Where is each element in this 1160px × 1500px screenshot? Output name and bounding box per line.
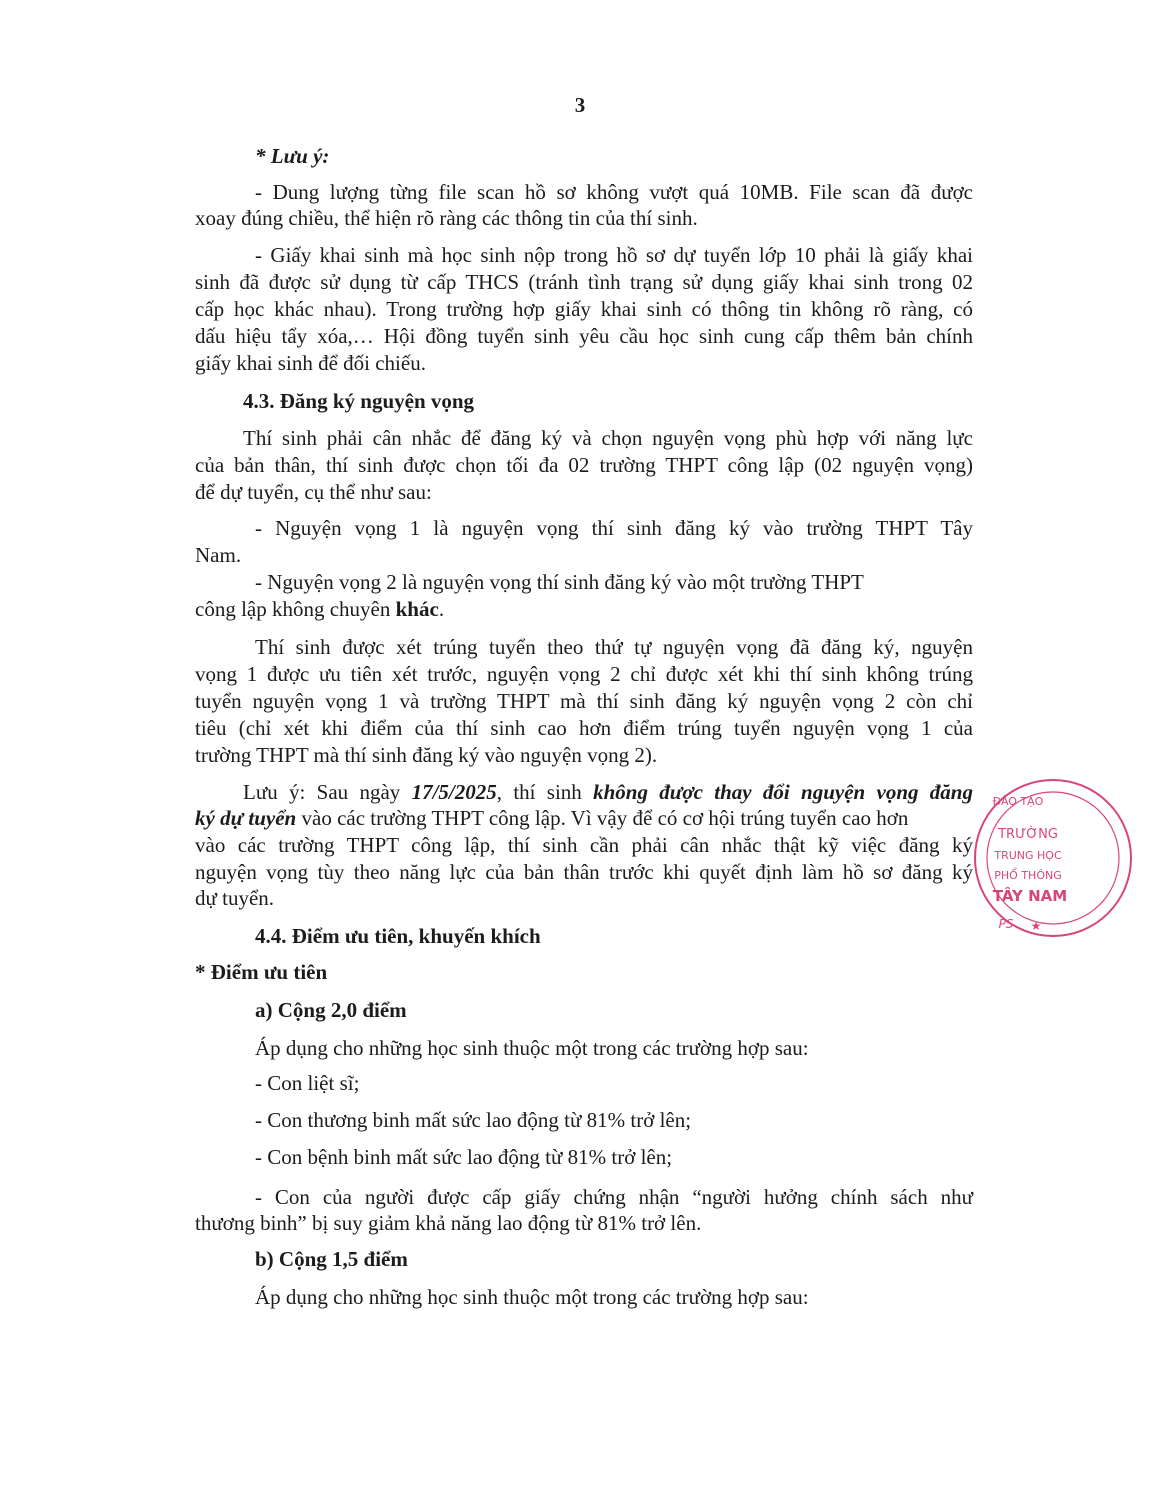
selection-line: tiêu (chỉ xét khi điểm của thí sinh cao hơn điểm trúng tuyển nguyện vọng 1 của — [195, 716, 973, 740]
note-p2-line: - Giấy khai sinh mà học sinh nộp trong hồ sơ dự tuyển lớp 10 phải là giấy khai — [255, 243, 973, 267]
sec43-line: của bản thân, thí sinh được chọn tối đa 02 trường THPT công lập (02 nguyện vọng) — [195, 453, 973, 477]
nv2-end: . — [438, 597, 445, 621]
selection-line: trường THPT mà thí sinh đăng ký vào nguyện vọng 2). — [195, 743, 658, 767]
deadline-text: vào các trường THPT công lập. Vì vậy để có cơ hội trúng tuyển cao hơn — [296, 806, 909, 830]
nv1-line: Nam. — [195, 543, 242, 567]
note-heading: * Lưu ý: — [255, 144, 330, 168]
nv2-text: công lập không chuyên — [195, 597, 396, 621]
selection-line: vọng 1 được ưu tiên xét trước, nguyện vọng 2 chỉ được xét khi thí sinh không trúng — [195, 662, 973, 686]
section-4-4-title: 4.4. Điểm ưu tiên, khuyến khích — [255, 924, 541, 948]
sec43-line: để dự tuyển, cụ thể như sau: — [195, 480, 432, 504]
deadline-line: vào các trường THPT công lập, thí sinh cần phải cân nhắc thật kỹ việc đăng ký — [195, 833, 973, 857]
deadline-emphasis: ký dự tuyển — [195, 806, 297, 830]
seal-text-2: TRUNG HỌC — [994, 849, 1062, 862]
deadline-line: nguyện vọng tùy theo năng lực của bản thân trước khi quyết định làm hồ sơ đăng ký — [195, 860, 973, 884]
a-title: a) Cộng 2,0 điểm — [255, 998, 407, 1022]
school-seal — [978, 770, 1068, 950]
deadline-line-1 — [243, 780, 973, 805]
note-p2-line: cấp học khác nhau). Trong trường hợp giấy khai sinh có thông tin không rõ ràng, có — [195, 297, 973, 321]
selection-line: Thí sinh được xét trúng tuyển theo thứ tự nguyện vọng đã đăng ký, nguyện — [255, 635, 973, 659]
b-intro: Áp dụng cho những học sinh thuộc một trong các trường hợp sau: — [255, 1285, 809, 1309]
nv1-line: - Nguyện vọng 1 là nguyện vọng thí sinh đăng ký vào trường THPT Tây — [255, 516, 973, 540]
sec43-line: Thí sinh phải cân nhắc để đăng ký và chọn nguyện vọng phù hợp với năng lực — [243, 426, 973, 450]
priority-heading: * Điểm ưu tiên — [195, 960, 328, 984]
nv2-bold: khác — [395, 597, 439, 621]
deadline-emphasis: không được thay đổi nguyện vọng đăng — [593, 780, 973, 804]
nv2-line: - Nguyện vọng 2 là nguyện vọng thí sinh đăng ký vào một trường THPT — [255, 570, 864, 594]
a-intro: Áp dụng cho những học sinh thuộc một trong các trường hợp sau: — [255, 1036, 809, 1060]
seal-text-bottom: PS — [998, 917, 1014, 931]
a-last-line: - Con của người được cấp giấy chứng nhận “người hưởng chính sách như — [255, 1185, 973, 1209]
seal-graphic — [978, 770, 1068, 950]
deadline-date: 17/5/2025 — [411, 780, 497, 804]
selection-line: tuyển nguyện vọng 1 và trường THPT mà thí sinh đăng ký nguyện vọng 2 còn chỉ — [195, 689, 973, 713]
deadline-text: , thí sinh — [496, 780, 594, 804]
nv2-line-2 — [195, 597, 973, 622]
deadline-line-2 — [195, 806, 975, 831]
seal-text-4: TÂY NAM — [992, 887, 1068, 905]
a-item: - Con bệnh binh mất sức lao động từ 81% trở lên; — [255, 1145, 673, 1169]
seal-text-1: TRƯỜNG — [998, 827, 1058, 842]
a-item: - Con liệt sĩ; — [255, 1071, 360, 1095]
a-last-line: thương binh” bị suy giảm khả năng lao động từ 81% trở lên. — [195, 1211, 702, 1235]
seal-text-top: ĐÀO TẠO — [992, 795, 1044, 808]
deadline-line: dự tuyển. — [195, 886, 275, 910]
page-number: 3 — [574, 93, 586, 117]
seal-star: ★ — [1030, 919, 1042, 933]
note-p1-line: xoay đúng chiều, thể hiện rõ ràng các thông tin của thí sinh. — [195, 206, 698, 230]
note-p2-line: sinh đã được sử dụng từ cấp THCS (tránh tình trạng sử dụng giấy khai sinh trong 02 — [195, 270, 973, 294]
note-p2-line: giấy khai sinh để đối chiếu. — [195, 351, 426, 375]
note-p1-line: - Dung lượng từng file scan hồ sơ không vượt quá 10MB. File scan đã được — [255, 180, 973, 204]
note-p2-line: dấu hiệu tẩy xóa,… Hội đồng tuyển sinh yêu cầu học sinh cung cấp thêm bản chính — [195, 324, 973, 348]
section-4-3-title: 4.3. Đăng ký nguyện vọng — [243, 389, 475, 413]
deadline-text: Lưu ý: Sau ngày — [243, 780, 412, 804]
seal-text-3: PHỔ THÔNG — [994, 869, 1062, 882]
b-title: b) Cộng 1,5 điểm — [255, 1247, 408, 1271]
a-item: - Con thương binh mất sức lao động từ 81% trở lên; — [255, 1108, 692, 1132]
